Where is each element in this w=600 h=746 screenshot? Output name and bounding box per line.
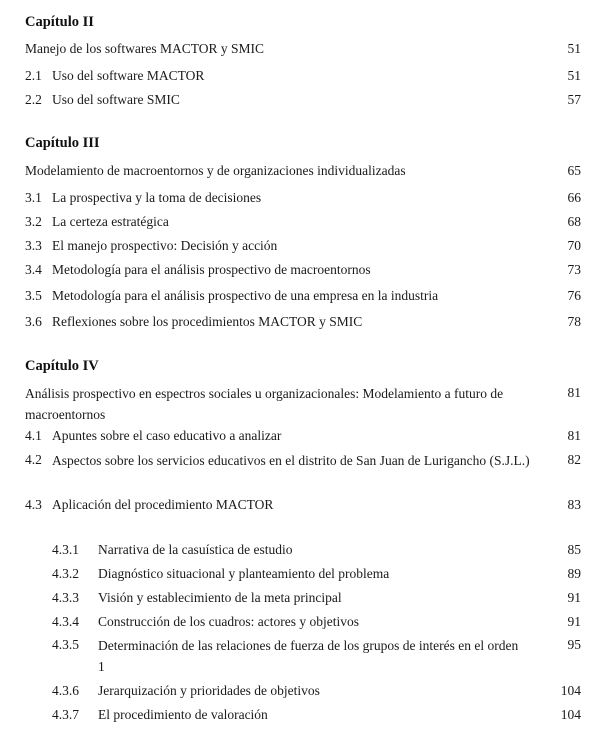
section-number: 4.3.3 <box>52 590 79 605</box>
entry-text: Manejo de los softwares MACTOR y SMIC <box>25 41 264 56</box>
page-number: 65 <box>567 163 581 178</box>
section-number: 4.3.7 <box>52 707 79 722</box>
section-number: 4.3.1 <box>52 542 79 557</box>
section-number: 2.2 <box>25 92 42 107</box>
section-number: 4.3.6 <box>52 683 79 698</box>
section-number: 4.3.5 <box>52 637 79 652</box>
chapter-title: Capítulo IV <box>25 358 99 374</box>
page-number: 91 <box>567 614 581 629</box>
entry-text: Diagnóstico situacional y planteamiento del problema <box>98 566 390 581</box>
entry-text: Determinación de las relaciones de fuerza de los grupos de interés en el orden 1 <box>98 638 519 674</box>
section-number: 3.2 <box>25 214 42 229</box>
page-number: 76 <box>567 288 581 303</box>
entry-text: La prospectiva y la toma de decisiones <box>52 190 262 205</box>
page-number: 89 <box>567 566 581 581</box>
section-number: 3.4 <box>25 262 42 277</box>
page-number: 104 <box>560 683 581 698</box>
entry-text: Narrativa de la casuística de estudio <box>98 542 293 557</box>
entry-text: El procedimiento de valoración <box>98 707 268 722</box>
chapter-title: Capítulo III <box>25 135 100 151</box>
entry-text: Modelamiento de macroentornos y de organizaciones individualizadas <box>25 163 406 178</box>
chapter-title: Capítulo II <box>25 14 94 30</box>
entry-text: Reflexiones sobre los procedimientos MACTOR y SMIC <box>52 314 363 329</box>
entry-text: Visión y establecimiento de la meta principal <box>98 590 342 605</box>
section-number: 3.6 <box>25 314 42 329</box>
page-number: 81 <box>567 385 581 400</box>
page-number: 85 <box>567 542 581 557</box>
entry-text: Jerarquización y prioridades de objetivos <box>98 683 320 698</box>
entry-text: El manejo prospectivo: Decisión y acción <box>52 238 278 253</box>
section-number: 4.3.2 <box>52 566 79 581</box>
page-number: 83 <box>567 497 581 512</box>
entry-text: Aplicación del procedimiento MACTOR <box>52 497 274 512</box>
section-number: 3.5 <box>25 288 42 303</box>
section-number: 4.2 <box>25 452 42 467</box>
page-number: 91 <box>567 590 581 605</box>
page-number: 81 <box>567 428 581 443</box>
section-number: 4.3.4 <box>52 614 79 629</box>
page-number: 78 <box>567 314 581 329</box>
section-number: 3.3 <box>25 238 42 253</box>
entry-text: La certeza estratégica <box>52 214 169 229</box>
entry-text: Uso del software SMIC <box>52 92 180 107</box>
page-number: 104 <box>560 707 581 722</box>
entry-text: Uso del software MACTOR <box>52 68 205 83</box>
entry-text: Metodología para el análisis prospectivo de una empresa en la industria <box>52 288 439 303</box>
page-number: 51 <box>567 41 581 56</box>
section-number: 2.1 <box>25 68 42 83</box>
page-number: 95 <box>567 637 581 652</box>
page-number: 51 <box>567 68 581 83</box>
page-number: 82 <box>567 452 581 467</box>
entry-text: Apuntes sobre el caso educativo a analizar <box>52 428 282 443</box>
page-number: 68 <box>567 214 581 229</box>
entry-text: Análisis prospectivo en espectros sociales u organizacionales: Modelamiento a futuro de macroentornos <box>25 386 504 422</box>
entry-text: Aspectos sobre los servicios educativos en el distrito de San Juan de Lurigancho (S.J.L.) <box>52 453 530 468</box>
section-number: 4.1 <box>25 428 42 443</box>
page-number: 73 <box>567 262 581 277</box>
entry-text: Metodología para el análisis prospectivo de macroentornos <box>52 262 371 277</box>
page-number: 70 <box>567 238 581 253</box>
page-number: 66 <box>567 190 581 205</box>
entry-text: Construcción de los cuadros: actores y objetivos <box>98 614 359 629</box>
page-number: 57 <box>567 92 581 107</box>
section-number: 3.1 <box>25 190 42 205</box>
section-number: 4.3 <box>25 497 42 512</box>
